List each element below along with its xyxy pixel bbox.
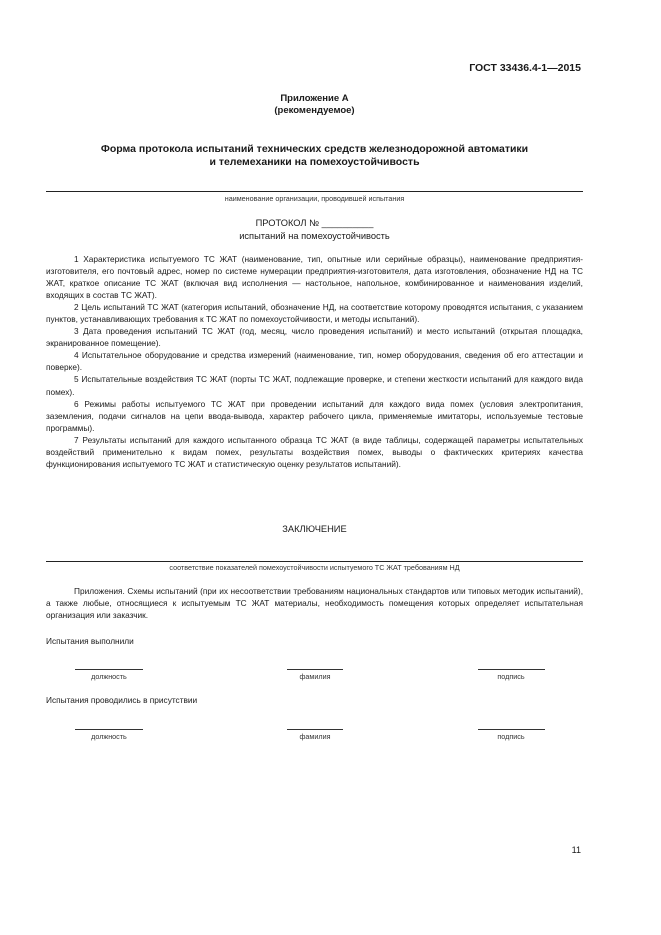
protocol-item-4: 4 Испытательное оборудование и средства измерений (наименование, тип, номер оборудования, сведения об его аттестации и поверке). — [46, 350, 583, 373]
conclusion-title: ЗАКЛЮЧЕНИЕ — [282, 524, 347, 534]
appendix-subtitle: (рекомендуемое) — [274, 105, 355, 116]
protocol-item-5: 5 Испытательные воздействия ТС ЖАТ (порты ТС ЖАТ, подлежащие проверке, и степени жесткости испытаний для каждого вида помех). — [46, 374, 583, 397]
protocol-item-7: 7 Результаты испытаний для каждого испытанного образца ТС ЖАТ (в виде таблицы, содержащей параметры испытательных воздействий применительно к видам помех, результаты воздействия помех, выводы о фактических критериях качества функционирования испытуемого ТС ЖАТ и статистическую оценку результатов испытаний). — [46, 434, 583, 469]
performed-surname-line — [287, 669, 343, 670]
protocol-title: ПРОТОКОЛ № __________ — [255, 218, 374, 228]
witnessed-position-line — [75, 729, 143, 730]
performed-signature-caption: подпись — [497, 672, 525, 681]
protocol-subtitle: испытаний на помехоустойчивость — [239, 231, 390, 241]
form-title-line-2: и телемеханики на помехоустойчивость — [209, 156, 420, 168]
page-number: 11 — [571, 845, 581, 855]
performed-signature-line — [478, 669, 545, 670]
performed-position-line — [75, 669, 143, 670]
performed-surname-caption: фамилия — [299, 672, 331, 681]
witnessed-by-label: Испытания проводились в присутствии — [46, 695, 198, 705]
witnessed-position-caption: должность — [91, 732, 127, 741]
witnessed-surname-caption: фамилия — [299, 732, 331, 741]
conclusion-caption: соответствие показателей помехоустойчивости испытуемого ТС ЖАТ требованиям НД — [169, 563, 460, 572]
witnessed-signature-caption: подпись — [497, 732, 525, 741]
appendices-note — [46, 585, 583, 621]
witnessed-signature-line — [478, 729, 545, 730]
appendix-heading — [46, 93, 583, 117]
form-title-line-1: Форма протокола испытаний технических средств железнодорожной автоматики — [100, 143, 529, 155]
organization-line — [46, 191, 583, 192]
protocol-item-3: 3 Дата проведения испытаний ТС ЖАТ (год, месяц, число проведения испытаний) и место испытаний (открытая площадка, экранированное помещение). — [46, 326, 583, 349]
witnessed-surname-line — [287, 729, 343, 730]
appendix-title: Приложение А — [280, 93, 349, 104]
form-title — [46, 143, 583, 169]
performed-by-label: Испытания выполнили — [46, 636, 134, 646]
document-code: ГОСТ 33436.4-1—2015 — [469, 62, 581, 74]
organization-caption: наименование организации, проводившей испытания — [224, 194, 405, 203]
protocol-items — [46, 253, 583, 470]
protocol-item-2: 2 Цель испытаний ТС ЖАТ (категория испытаний, обозначение НД, на соответствие которому проводятся испытания, с указанием пунктов, устанавливающих требования к ТС ЖАТ по помехоустойчивости, и методы испытаний). — [46, 302, 583, 325]
protocol-item-6: 6 Режимы работы испытуемого ТС ЖАТ при проведении испытаний для каждого вида помех (условия электропитания, заземления, подачи сигналов на цепи ввода-вывода, характер рабочего цикла, применяемые имитаторы, используемые тестовые программы). — [46, 398, 583, 433]
protocol-item-1: 1 Характеристика испытуемого ТС ЖАТ (наименование, тип, опытные или серийные образцы), наименование предприятия-изготовителя, его почтовый адрес, номер по системе нумерации предприятия-изготовителя, дата изготовления, обозначение НД на ТС ЖАТ, краткое описание ТС ЖАТ (включая вид исполнения — настольное, напольное, комбинированное и наименования изделий, входящих в состав ТС ЖАТ). — [46, 254, 583, 301]
appendices-note-text: Приложения. Схемы испытаний (при их несоответствии требованиям национальных стандартов или типовых методик испытаний), а также любые, относящиеся к испытуемым ТС ЖАТ материалы, необходимость помещения которых определяет испытательная организация или заказчик. — [46, 586, 583, 621]
performed-position-caption: должность — [91, 672, 127, 681]
protocol-heading — [46, 217, 583, 243]
conclusion-line — [46, 561, 583, 562]
